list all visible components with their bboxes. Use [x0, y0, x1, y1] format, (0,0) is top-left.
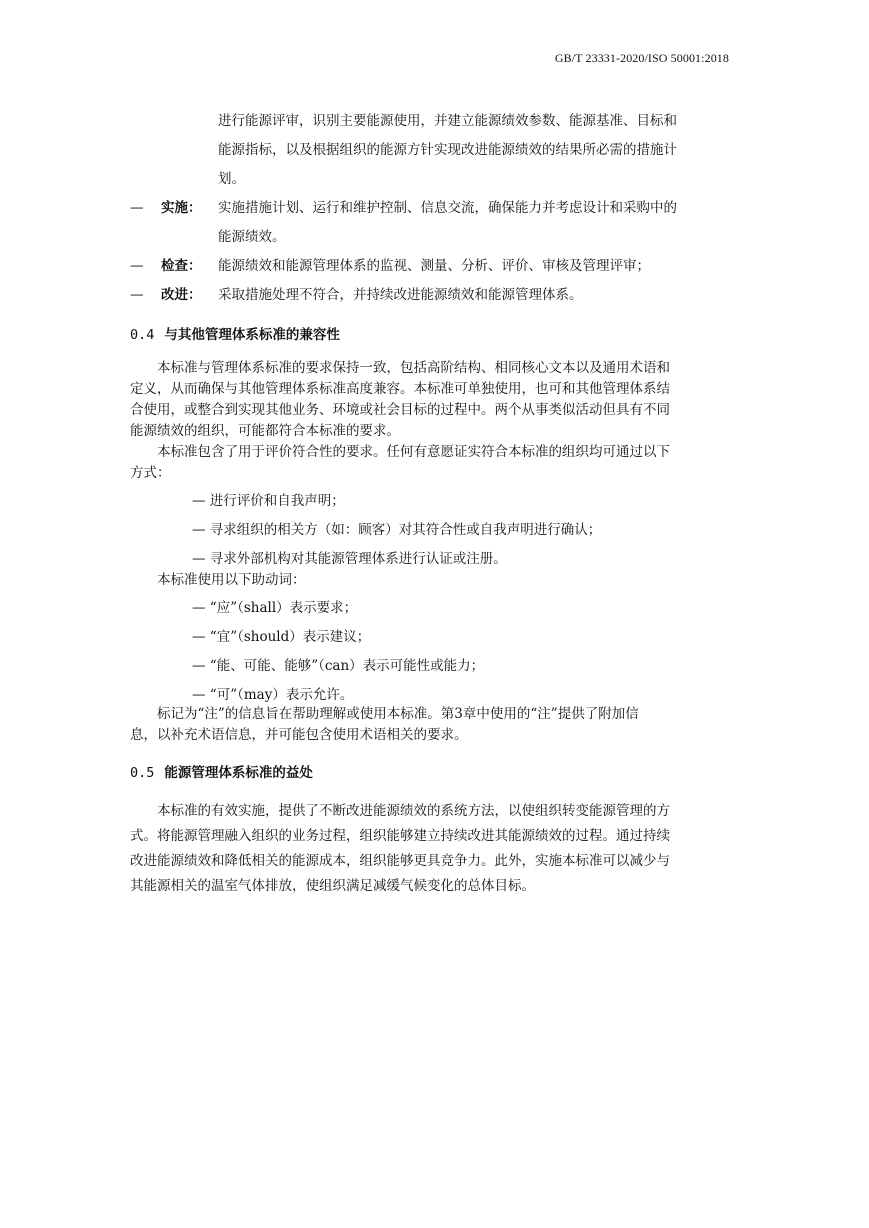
plan-continuation-line: 划。	[218, 171, 245, 187]
paragraph-line: 方式：	[130, 465, 171, 481]
term-check: 检查：	[161, 258, 202, 274]
section-0-5-body	[130, 799, 742, 899]
list-item: — “能、可能、能够”（can）表示可能性或能力；	[192, 658, 485, 674]
paragraph-line: 本标准包含了用于评价符合性的要求。任何有意愿证实符合本标准的组织均可通过以下	[157, 444, 670, 460]
item-text: 能源绩效。	[218, 229, 286, 245]
list-dash: —	[130, 200, 144, 216]
list-item: — “宜”（should）表示建议；	[192, 629, 371, 645]
pdca-item-act	[130, 281, 742, 310]
paragraph-line: 息，以补充术语信息，并可能包含使用术语相关的要求。	[130, 727, 468, 743]
paragraph-line: 本标准与管理体系标准的要求保持一致，包括高阶结构、相同核心文本以及通用术语和	[157, 360, 670, 376]
section-title: 与其他管理体系标准的兼容性	[164, 327, 340, 343]
pdca-item-do-cont	[130, 223, 742, 252]
list-item: — “可”（may）表示允许。	[192, 687, 354, 703]
section-heading-0-5	[130, 761, 313, 781]
pdca-item-check	[130, 252, 742, 281]
pdca-item-do	[130, 194, 742, 223]
list-dash: —	[130, 287, 144, 303]
paragraph-line: 式。将能源管理融入组织的业务过程，组织能够建立持续改进其能源绩效的过程。通过持续	[130, 828, 670, 844]
section-heading-0-4	[130, 323, 340, 343]
pdca-list	[130, 107, 742, 310]
paragraph-line: 标记为“注”的信息旨在帮助理解或使用本标准。第3章中使用的“注”提供了附加信	[157, 706, 639, 722]
list-item: — 寻求外部机构对其能源管理体系进行认证或注册。	[192, 551, 507, 567]
item-text: 实施措施计划、运行和维护控制、信息交流，确保能力并考虑设计和采购中的	[218, 200, 677, 216]
paragraph-line: 其能源相关的温室气体排放，使组织满足减缓气候变化的总体目标。	[130, 878, 535, 894]
section-number: 0.5	[130, 765, 155, 781]
section-number: 0.4	[130, 327, 155, 343]
section-title: 能源管理体系标准的益处	[164, 765, 313, 781]
term-do: 实施：	[161, 200, 202, 216]
paragraph-line: 定义，从而确保与其他管理体系标准高度兼容。本标准可单独使用，也可和其他管理体系结	[130, 381, 670, 397]
paragraph-line: 本标准的有效实施，提供了不断改进能源绩效的系统方法，以使组织转变能源管理的方	[157, 803, 670, 819]
section-0-4-body	[130, 358, 742, 746]
list-item: — 寻求组织的相关方（如：顾客）对其符合性或自我声明进行确认；	[192, 522, 602, 538]
plan-continuation-line: 进行能源评审，识别主要能源使用，并建立能源绩效参数、能源基准、目标和	[218, 113, 677, 129]
paragraph-line: 能源绩效的组织，可能都符合本标准的要求。	[130, 423, 400, 439]
paragraph-line: 合使用，或整合到实现其他业务、环境或社会目标的过程中。两个从事类似活动但具有不同	[130, 402, 670, 418]
document-code-header: GB/T 23331-2020/ISO 50001:2018	[554, 51, 729, 65]
list-dash: —	[130, 258, 144, 274]
item-text: 能源绩效和能源管理体系的监视、测量、分析、评价、审核及管理评审；	[218, 258, 650, 274]
list-item: — 进行评价和自我声明；	[192, 493, 345, 509]
plan-continuation-line: 能源指标，以及根据组织的能源方针实现改进能源绩效的结果所必需的措施计	[218, 142, 677, 158]
term-act: 改进：	[161, 287, 202, 303]
list-item: — “应”（shall）表示要求；	[192, 600, 358, 616]
paragraph-line: 改进能源绩效和降低相关的能源成本，组织能够更具竞争力。此外，实施本标准可以减少与	[130, 853, 670, 869]
paragraph-line: 本标准使用以下助动词：	[157, 572, 306, 588]
item-text: 采取措施处理不符合，并持续改进能源绩效和能源管理体系。	[218, 287, 583, 303]
